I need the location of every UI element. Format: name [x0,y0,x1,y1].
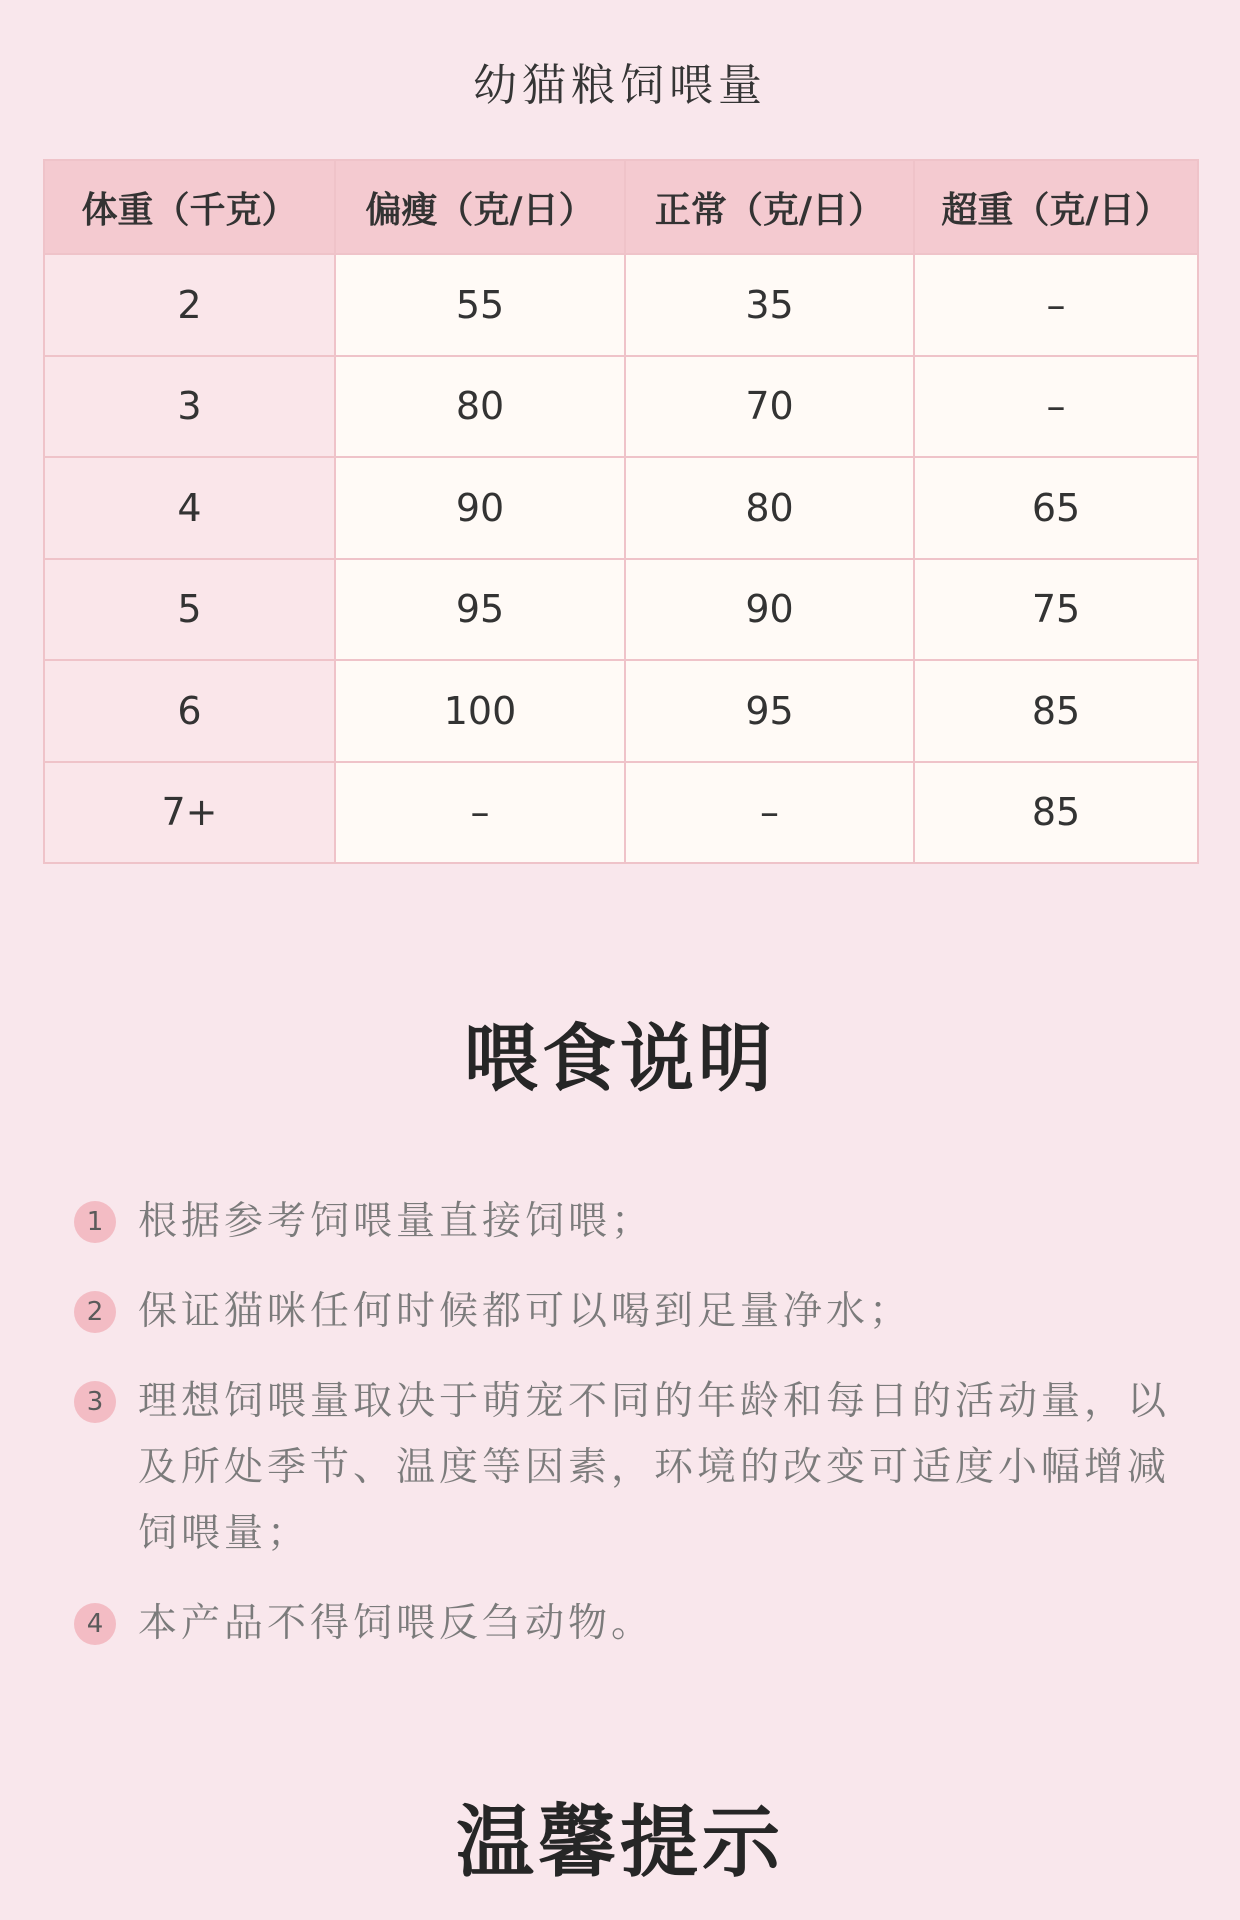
table-row [44,762,1198,864]
table-cell: 85 [914,762,1198,864]
instruction-text: 根据参考饲喂量直接饲喂； [138,1199,655,1244]
table-row [44,356,1198,458]
table-cell-weight: 5 [44,559,335,661]
table-cell: 90 [625,559,914,661]
table-row [44,660,1198,762]
table-cell: 70 [625,356,914,458]
number-badge: 2 [74,1291,116,1333]
table-header-normal: 正常（克/日） [625,160,914,254]
table-cell: 65 [914,457,1198,559]
table-cell: 95 [335,559,625,661]
instruction-text: 理想饲喂量取决于萌宠不同的年龄和每日的活动量，以及所处季节、温度等因素，环境的改变可适度小幅增减饲喂量； [138,1379,1171,1556]
table-cell-weight: 4 [44,457,335,559]
table-title: 幼猫粮饲喂量 [473,60,767,111]
instruction-text: 本产品不得饲喂反刍动物。 [138,1601,655,1646]
table-cell: 75 [914,559,1198,661]
instruction-item [0,1591,1178,1657]
table-row [44,254,1198,356]
feeding-instructions-heading: 喂食说明 [464,1016,776,1102]
instruction-item [0,1369,1178,1567]
table-cell: – [335,762,625,864]
table-cell-weight: 6 [44,660,335,762]
table-cell: 80 [335,356,625,458]
number-badge: 1 [74,1201,116,1243]
instruction-item [0,1189,1178,1255]
table-row [44,559,1198,661]
table-header-overweight: 超重（克/日） [914,160,1198,254]
table-cell: 55 [335,254,625,356]
table-header-weight: 体重（千克） [44,160,335,254]
number-badge: 3 [74,1381,116,1423]
table-cell: 90 [335,457,625,559]
number-badge: 4 [74,1603,116,1645]
table-header-row [44,160,1198,254]
table-cell: 100 [335,660,625,762]
feeding-instructions-list [0,1189,1240,1681]
instruction-text: 保证猫咪任何时候都可以喝到足量净水； [138,1289,913,1334]
table-cell-weight: 3 [44,356,335,458]
table-cell-weight: 2 [44,254,335,356]
instruction-item [0,1279,1178,1345]
table-cell: 85 [914,660,1198,762]
table-row [44,457,1198,559]
table-cell: – [625,762,914,864]
table-cell: 80 [625,457,914,559]
table-cell: 95 [625,660,914,762]
tips-heading: 温馨提示 [455,1798,784,1888]
table-header-underweight: 偏瘦（克/日） [335,160,625,254]
table-cell: – [914,254,1198,356]
table-cell-weight: 7+ [44,762,335,864]
table-cell: 35 [625,254,914,356]
feeding-amount-table [43,159,1199,864]
table-cell: – [914,356,1198,458]
